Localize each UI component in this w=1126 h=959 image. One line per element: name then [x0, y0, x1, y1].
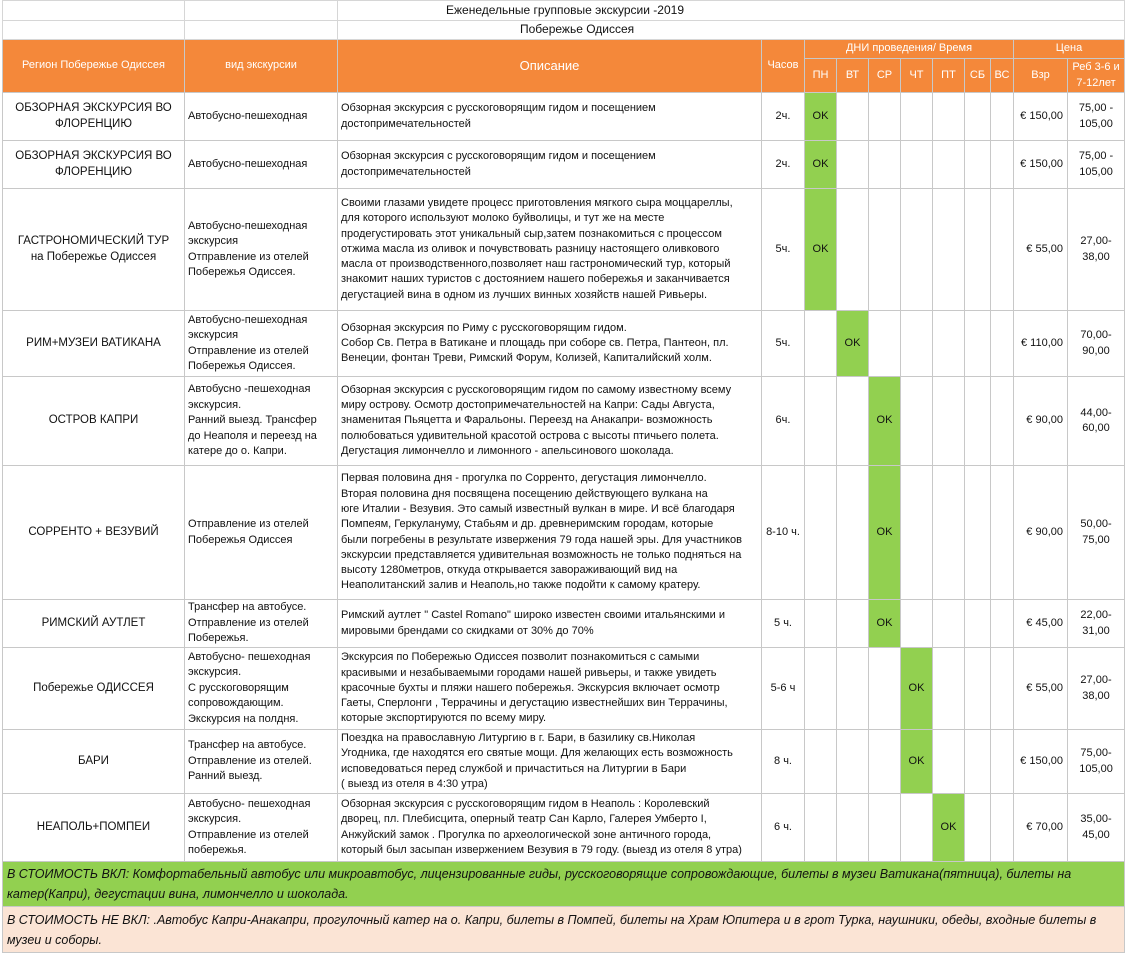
day-cell: [901, 600, 933, 648]
description-line: Дегустация лимончелло и лимонного - апельсинового шоколада.: [341, 444, 674, 457]
description-line: Первая половина дня - прогулка по Сорренто, дегустация лимончелло.: [341, 472, 707, 485]
table-row: [3, 466, 1125, 600]
day-cell: [933, 93, 965, 141]
day-cell: [965, 466, 991, 600]
excursion-hours: 2ч.: [762, 141, 805, 189]
excursion-name-line: ОБЗОРНАЯ ЭКСКУРСИЯ ВО: [15, 102, 172, 114]
excursion-type-line: до Неаполя и переезд на: [188, 429, 317, 442]
excursion-name-line: ФЛОРЕНЦИЮ: [55, 117, 132, 130]
day-cell: [805, 648, 837, 730]
excursion-hours: 6 ч.: [762, 794, 805, 862]
excursion-name: [3, 189, 185, 311]
child-price: [1068, 730, 1125, 794]
excursion-name: [3, 600, 185, 648]
excursion-type-line: Автобусно-пешеходная: [188, 219, 308, 232]
child-price-line: 38,00: [1082, 689, 1110, 702]
table-row: [3, 189, 1125, 311]
excursion-type-line: Отправление из отелей: [188, 518, 309, 530]
child-price: [1068, 189, 1125, 311]
day-cell: [965, 189, 991, 311]
child-price-line: 31,00: [1082, 624, 1110, 637]
page-title: Еженедельные групповые экскурсии -2019: [338, 1, 1125, 21]
excursion-type-line: Побережья Одиссея.: [188, 360, 296, 372]
day-cell: [805, 794, 837, 862]
excursion-type-line: сопровождающим.: [188, 697, 284, 710]
excursion-type-line: катере до о. Капри.: [188, 445, 287, 458]
excursion-hours: 5ч.: [762, 189, 805, 311]
description-line: Экскурсия по Побережью Одиссея позволит познакомиться с самыми: [341, 651, 700, 664]
header-type: вид экскурсии: [185, 40, 338, 93]
header-day: СР: [869, 59, 901, 93]
excursion-type-line: Отправление из отелей: [188, 828, 309, 841]
description-line: красочные бухты и пляжи нашего побережья. Экскурсия включает осмотр: [341, 681, 720, 694]
excursion-type-line: Отправление из отелей: [188, 344, 309, 357]
adult-price: € 150,00: [1014, 93, 1068, 141]
day-cell: [965, 730, 991, 794]
header-child-price: [1068, 59, 1125, 93]
header-hours: Часов: [762, 40, 805, 93]
excursion-type: [185, 466, 338, 600]
description-line: Своими глазами увидете процесс приготовления мягкого сыра моццареллы,: [341, 196, 733, 209]
header-child-line: 7-12лет: [1076, 76, 1116, 89]
child-price-line: 60,00: [1082, 422, 1110, 434]
day-cell: [933, 730, 965, 794]
excursion-type-line: С русскоговорящим: [188, 681, 289, 694]
day-ok-badge: OK: [805, 93, 837, 141]
excursion-name: [3, 377, 185, 466]
excursion-description: [338, 377, 762, 466]
excursion-type-line: экскурсия: [188, 329, 239, 341]
child-price: [1068, 466, 1125, 600]
child-price: [1068, 141, 1125, 189]
header-day: ВТ: [837, 59, 869, 93]
description-line: продегустировать этот уникальный сыр,затем познакомиться с процессом: [341, 227, 722, 240]
excursion-name: [3, 141, 185, 189]
header-days-group: ДНИ проведения/ Время: [805, 40, 1014, 59]
description-line: который был засыпан извержением Везувия в 79 году. (выезд из отеля 8 утра): [341, 843, 742, 856]
header-day: ЧТ: [901, 59, 933, 93]
day-cell: [933, 377, 965, 466]
excursion-type-line: Побережья Одиссея.: [188, 266, 296, 278]
excursion-name-line: НЕАПОЛЬ+ПОМПЕИ: [36, 820, 151, 833]
description-line: которые экспортируются по всему миру.: [341, 712, 547, 725]
excursion-type-line: экскурсия.: [188, 813, 242, 825]
day-cell: [901, 141, 933, 189]
excursion-type-line: экскурсия.: [188, 398, 242, 411]
excluded-note: В СТОИМОСТЬ НЕ ВКЛ: .Автобус Капри-Анакапри, прогулочный катер на о. Капри, билеты в Помпей, билеты на Храм Юпитера и в грот Турка, наушники, обеды, входные билеты в музеи и соборы.: [3, 907, 1125, 953]
table-row: [3, 648, 1125, 730]
header-price-group: Цена: [1014, 40, 1125, 59]
day-cell: [901, 311, 933, 377]
day-cell: [933, 141, 965, 189]
day-cell: [901, 466, 933, 600]
day-cell: [991, 93, 1014, 141]
day-cell: [901, 377, 933, 466]
adult-price: € 70,00: [1014, 794, 1068, 862]
excursion-type-line: Побережья.: [188, 632, 249, 645]
day-cell: [965, 311, 991, 377]
child-price-line: 27,00-: [1080, 674, 1112, 686]
day-cell: [991, 600, 1014, 648]
excursion-name-line: РИМСКИЙ АУТЛЕТ: [41, 616, 146, 629]
excursion-hours: 5-6 ч: [762, 648, 805, 730]
day-cell: [933, 311, 965, 377]
day-cell: [837, 648, 869, 730]
description-line: Поездка на православную Литургию в г. Бари, в базилику св.Николая: [341, 731, 696, 744]
day-cell: [837, 466, 869, 600]
day-cell: [933, 648, 965, 730]
excursion-type: [185, 141, 338, 189]
child-price: [1068, 93, 1125, 141]
description-line: красивыми и незабываемыми городами нашей ривьеры, и также увидеть: [341, 666, 717, 679]
excursion-description: [338, 600, 762, 648]
excursion-type-line: Автобусно- пешеходная: [188, 797, 311, 810]
excursion-type-line: Трансфер на автобусе.: [188, 739, 307, 752]
child-price: [1068, 600, 1125, 648]
day-cell: [965, 377, 991, 466]
header-child-line: Реб 3-6 и: [1072, 61, 1120, 73]
child-price-line: 38,00: [1082, 250, 1110, 263]
day-cell: [901, 93, 933, 141]
page-subtitle: Побережье Одиссея: [338, 21, 1125, 40]
child-price-line: 27,00-: [1080, 235, 1112, 247]
child-price-line: 50,00-: [1080, 518, 1112, 530]
day-cell: [991, 794, 1014, 862]
child-price-line: 45,00: [1082, 828, 1110, 841]
excursion-type-line: экскурсия.: [188, 666, 242, 679]
excursion-type-line: Ранний выезд.: [188, 770, 263, 783]
day-cell: [837, 600, 869, 648]
day-cell: [965, 648, 991, 730]
description-line: для которого используют молоко буйволицы, и тут же на месте: [341, 212, 665, 225]
excursion-name: [3, 648, 185, 730]
child-price-line: 35,00-: [1080, 813, 1112, 825]
day-cell: [965, 93, 991, 141]
table-row: [3, 377, 1125, 466]
day-cell: [991, 311, 1014, 377]
excursion-type-line: Автобусно-пешеходная: [188, 313, 308, 326]
adult-price: € 45,00: [1014, 600, 1068, 648]
excursion-type-line: Автобусно -пешеходная: [188, 383, 311, 396]
description-line: миру острову. Осмотр достопримечательностей на Капри: Сады Августа,: [341, 399, 715, 412]
day-ok-badge: OK: [901, 648, 933, 730]
child-price: [1068, 311, 1125, 377]
excursion-description: [338, 648, 762, 730]
header-region: Регион Побережье Одиссея: [3, 40, 185, 93]
day-cell: [837, 377, 869, 466]
day-ok-badge: OK: [805, 189, 837, 311]
description-line: Анжуйский замок . Прогулка по археологической зоне античного города,: [341, 828, 712, 841]
day-cell: [901, 794, 933, 862]
excursion-name-line: РИМ+МУЗЕИ ВАТИКАНА: [26, 336, 161, 349]
excursion-type-line: Автобусно-пешеходная: [188, 109, 308, 122]
description-line: юге Италии - Везувия. Это самый известный вулкан в мире. И всё благодаря: [341, 502, 735, 515]
header-adult-price: Взр: [1014, 59, 1068, 93]
day-cell: [991, 466, 1014, 600]
description-line: Обзорная экскурсия с русскоговорящим гидом по самому известному всему: [341, 383, 732, 396]
description-line: Венеции, фонтан Треви, Римский Форум, Колизей, Капиталийский холм.: [341, 352, 712, 365]
day-cell: [837, 93, 869, 141]
day-cell: [805, 466, 837, 600]
excursion-name-line: ГАСТРОНОМИЧЕСКИЙ ТУР: [17, 235, 170, 247]
excursion-hours: 5 ч.: [762, 600, 805, 648]
description-line: высоту 1280метров, откуда открывается завораживающий вид на: [341, 564, 678, 577]
table-row: [3, 311, 1125, 377]
description-line: Римский аутлет " Castel Romano" широко известен своими итальянскими и: [341, 609, 725, 622]
excursion-type-line: Экскурсия на полдня.: [188, 712, 299, 725]
description-line: знакомит наших туристов с достоянием нашего побережья и заканчивается: [341, 273, 730, 286]
day-cell: [837, 189, 869, 311]
description-line: экскурсии представляется удивительная возможность не только подняться на: [341, 548, 742, 561]
child-price-line: 105,00: [1079, 762, 1113, 775]
adult-price: € 150,00: [1014, 141, 1068, 189]
day-cell: [805, 730, 837, 794]
excursion-type-line: Трансфер на автобусе.: [188, 601, 307, 614]
day-cell: [837, 794, 869, 862]
day-cell: [869, 93, 901, 141]
child-price: [1068, 377, 1125, 466]
excursion-name: [3, 466, 185, 600]
excursion-description: [338, 794, 762, 862]
day-cell: [991, 377, 1014, 466]
child-price-line: 90,00: [1082, 344, 1110, 357]
description-line: Обзорная экскурсия с русскоговорящим гидом в Неаполь : Королевский: [341, 797, 710, 810]
description-line: Неаполитанский залив и Неаполь,но также подойти к самому кратеру.: [341, 579, 701, 592]
excursion-name-line: ФЛОРЕНЦИЮ: [55, 165, 132, 178]
day-ok-badge: OK: [869, 466, 901, 600]
description-line: Вторая половина дня посвящена посещению действующего вулкана на: [341, 487, 708, 500]
description-line: достопримечательностей: [341, 165, 471, 178]
excursion-name-line: Побережье ОДИССЕЯ: [33, 681, 154, 694]
description-line: Гаеты, Сперлонги , Террачины и дегустацию известнейших вин Террачины,: [341, 697, 728, 710]
day-cell: [901, 189, 933, 311]
excursion-type-line: Автобусно-пешеходная: [188, 157, 308, 170]
excursion-type-line: Автобусно- пешеходная: [188, 650, 311, 663]
description-line: полюбоваться удивительной красотой острова с высоты птичьего полета.: [341, 429, 719, 442]
child-price-line: 75,00-: [1080, 747, 1112, 759]
day-cell: [965, 600, 991, 648]
excursion-type-line: побережья.: [188, 844, 247, 856]
description-line: знаменитая Пьяцетта и Фаральоны. Переезд на Анакапри- возможность: [341, 414, 713, 427]
description-line: исповедоваться перед службой и причаститься на Литургии в Бари: [341, 762, 687, 775]
day-cell: [869, 189, 901, 311]
child-price: [1068, 794, 1125, 862]
day-cell: [805, 377, 837, 466]
excursion-type-line: экскурсия: [188, 235, 239, 247]
header-day: ПТ: [933, 59, 965, 93]
day-cell: [869, 648, 901, 730]
excursion-name: [3, 730, 185, 794]
excursion-description: [338, 141, 762, 189]
day-cell: [805, 600, 837, 648]
day-cell: [869, 311, 901, 377]
day-ok-badge: OK: [901, 730, 933, 794]
header-day: ПН: [805, 59, 837, 93]
table-row: [3, 93, 1125, 141]
description-line: мировыми брендами со скидками от 30% до 70%: [341, 624, 594, 637]
excursion-hours: 5ч.: [762, 311, 805, 377]
child-price-line: 105,00: [1079, 165, 1113, 178]
excursion-description: [338, 189, 762, 311]
child-price-line: 75,00 -: [1078, 102, 1114, 114]
description-line: Собор Св. Петра в Ватикане и площадь при соборе св. Петра, Пантеон, пл.: [341, 336, 729, 349]
description-line: ( выезд из отеля в 4:30 утра): [341, 777, 488, 790]
adult-price: € 150,00: [1014, 730, 1068, 794]
adult-price: € 90,00: [1014, 377, 1068, 466]
day-cell: [991, 648, 1014, 730]
day-cell: [933, 466, 965, 600]
excursion-type: [185, 730, 338, 794]
description-line: достопримечательностей: [341, 117, 471, 130]
header-day: ВС: [991, 59, 1014, 93]
description-line: были погребены в результате извержения 79 года нашей эры. Для участников: [341, 533, 742, 546]
excursion-type-line: Побережья Одиссея: [188, 533, 293, 546]
child-price-line: 75,00: [1082, 533, 1110, 546]
table-row: [3, 141, 1125, 189]
child-price-line: 70,00-: [1080, 329, 1112, 341]
excursion-name: [3, 93, 185, 141]
excursion-type: [185, 189, 338, 311]
excursion-type-line: Отправление из отелей: [188, 250, 309, 263]
excursion-type: [185, 377, 338, 466]
description-line: дегустацией вина в одном из лучших винных хозяйств нашей Ривьеры.: [341, 288, 708, 301]
excursion-type: [185, 648, 338, 730]
day-cell: [869, 794, 901, 862]
day-cell: [965, 141, 991, 189]
excursion-description: [338, 466, 762, 600]
child-price-line: 75,00 -: [1078, 150, 1114, 162]
adult-price: € 110,00: [1014, 311, 1068, 377]
excursion-description: [338, 730, 762, 794]
excursion-name-line: БАРИ: [78, 754, 109, 767]
excursion-name-line: ОБЗОРНАЯ ЭКСКУРСИЯ ВО: [15, 150, 172, 162]
description-line: Обзорная экскурсия с русскоговорящим гидом и посещением: [341, 102, 656, 115]
excursion-type: [185, 600, 338, 648]
adult-price: € 55,00: [1014, 648, 1068, 730]
excursion-type-line: Отправление из отелей: [188, 616, 309, 629]
day-cell: [869, 730, 901, 794]
excursion-name: [3, 794, 185, 862]
excursion-description: [338, 311, 762, 377]
table-row: [3, 600, 1125, 648]
day-cell: [933, 189, 965, 311]
excursion-type-line: Отправление из отелей.: [188, 754, 312, 767]
header-day: СБ: [965, 59, 991, 93]
day-cell: [837, 141, 869, 189]
table-row: [3, 730, 1125, 794]
header-description: Описание: [338, 40, 762, 93]
day-cell: [991, 141, 1014, 189]
excursion-name-line: СОРРЕНТО + ВЕЗУВИЙ: [28, 525, 159, 538]
day-cell: [933, 600, 965, 648]
adult-price: € 90,00: [1014, 466, 1068, 600]
description-line: Угодника, где находятся его святые мощи. Для желающих есть возможность: [341, 747, 733, 760]
excursion-hours: 8-10 ч.: [762, 466, 805, 600]
excursion-name-line: ОСТРОВ КАПРИ: [48, 414, 139, 427]
description-line: Обзорная экскурсия с русскоговорящим гидом и посещением: [341, 150, 656, 163]
day-ok-badge: OK: [869, 377, 901, 466]
day-ok-badge: OK: [805, 141, 837, 189]
day-cell: [805, 311, 837, 377]
day-cell: [869, 141, 901, 189]
day-ok-badge: OK: [869, 600, 901, 648]
excursion-description: [338, 93, 762, 141]
excursion-hours: 6ч.: [762, 377, 805, 466]
description-line: масла от производственного,позволяет наш гастрономический тур, который: [341, 258, 731, 271]
table-row: [3, 794, 1125, 862]
excursion-hours: 2ч.: [762, 93, 805, 141]
adult-price: € 55,00: [1014, 189, 1068, 311]
child-price-line: 44,00-: [1080, 406, 1112, 419]
day-ok-badge: OK: [837, 311, 869, 377]
excursion-name-line: на Побережье Одиссея: [30, 250, 157, 263]
included-note: В СТОИМОСТЬ ВКЛ: Комфортабельный автобус или микроавтобус, лицензированные гиды, русскоговорящие сопровождающие, билеты в музеи Ватикана(пятница), билеты на катер(Капри), дегустации вина, лимончелло и шоколада.: [3, 862, 1125, 907]
description-line: Обзорная экскурсия по Риму с русскоговорящим гидом.: [341, 321, 627, 334]
excursion-type: [185, 794, 338, 862]
excursion-type: [185, 93, 338, 141]
excursions-table: [2, 0, 1125, 953]
day-cell: [991, 189, 1014, 311]
excursion-name: [3, 311, 185, 377]
child-price: [1068, 648, 1125, 730]
child-price-line: 105,00: [1079, 117, 1113, 130]
excursion-hours: 8 ч.: [762, 730, 805, 794]
description-line: Помпеям, Геркулануму, Стабьям и др. древнеримским городам, которые: [341, 518, 714, 531]
day-cell: [991, 730, 1014, 794]
description-line: отжима масла из оливок и почувствовать разницу настоящего оливкового: [341, 242, 720, 255]
child-price-line: 22,00-: [1080, 609, 1112, 621]
excursion-type: [185, 311, 338, 377]
excursion-type-line: Ранний выезд. Трансфер: [188, 414, 317, 427]
day-cell: [837, 730, 869, 794]
day-cell: [965, 794, 991, 862]
day-ok-badge: OK: [933, 794, 965, 862]
description-line: дворец, пл. Плебисцита, оперный театр Сан Карло, Галерея Умберто I,: [341, 813, 707, 826]
